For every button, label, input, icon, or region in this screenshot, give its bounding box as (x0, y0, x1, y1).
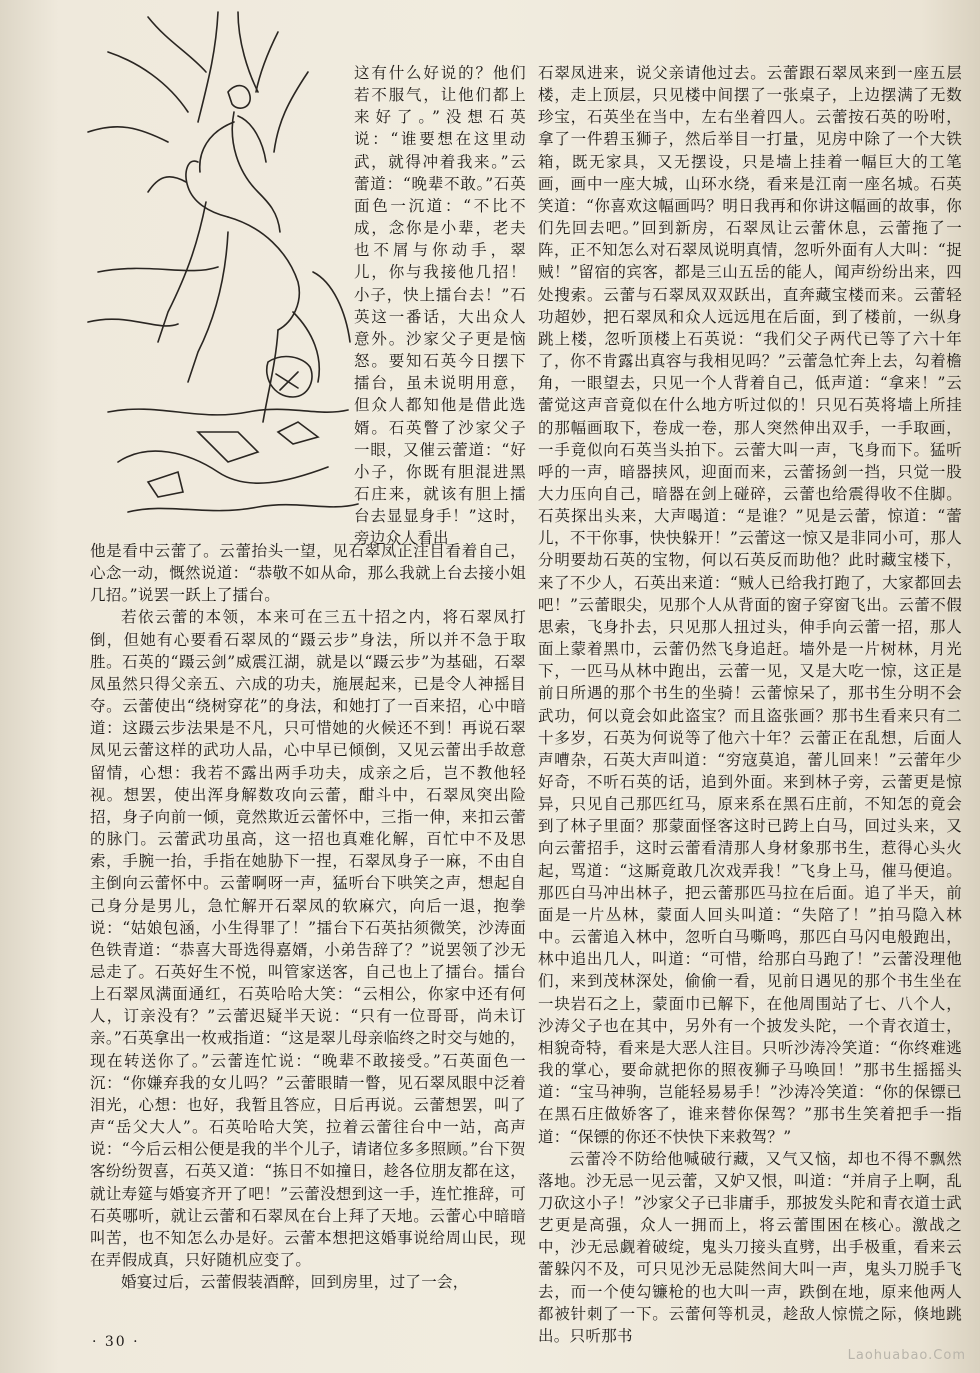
watermark: Laohuabao.Com (847, 1348, 966, 1363)
paragraph: 他是看中云蕾了。云蕾抬头一望，见石翠凤正注目看着自己，心念一动，慨然说道：“恭敬不如从命，那么我就上台去接小姐几招。”说罢一跃上了擂台。 (90, 542, 526, 605)
text-column-middle (354, 62, 526, 548)
illustration-rider-on-horse (88, 12, 360, 532)
paragraph: 云蕾冷不防给他喊破行藏，又气又恼，却也不得不飘然落地。沙无忌一见云蕾，又妒又恨，叫道：“并肩子上啊，乱刀砍这小子！”沙家父子已非庸手，那披发头陀和青衣道士武艺更是高强，众人一拥而上，将云蕾围困在核心。激战之中，沙无忌觑着破绽，鬼头刀接头直劈，出手极重，看来云蕾躲闪不及，可只见沙无忌陡然间大叫一声，鬼头刀脱手飞去，而一个使勾镰枪的也大叫一声，跌倒在地，原来他两人都被针刺了一下。云蕾何等机灵，趁敌人惊慌之际，倏地跳出。只听那书 (538, 1149, 962, 1345)
text-column-left (90, 540, 526, 1322)
text-column-right (538, 62, 962, 1345)
paragraph: 婚宴过后，云蕾假装酒醉，回到房里，过了一会， (121, 1273, 469, 1292)
paragraph: 若依云蕾的本领，本来可在三五十招之内，将石翠凤打倒，但她有心要看石翠凤的“蹑云步”身法，所以并不急于取胜。石英的“蹑云剑”威震江湖，就是以“蹑云步”为基础，石翠凤虽然只得父亲五、六成的功夫，施展起来，已是令人神摇目夺。云蕾使出“绕树穿花”的身法，和她打了一百来招，心中暗道：这蹑云步法果是不凡，只可惜她的火候还不到！再说石翠凤见云蕾这样的武功人品，心中早已倾倒，又见云蕾出手故意留情，心想：我若不露出两手功夫，成亲之后，岂不教他轻视。想罢，使出浑身解数攻向云蕾，酣斗中，石翠凤突出险招，身子向前一倾，竟然欺近云蕾怀中，三指一伸，来扣云蕾的脉门。云蕾武功虽高，这一招也真难化解，百忙中不及思索，手腕一抬，手指在她胁下一捏，石翠凤身子一麻，不由自主倒向云蕾怀中。云蕾啊呀一声，猛听台下哄笑之声，想起自己身分是男儿，急忙解开石翠凤的软麻穴，向后一退，抱拳说：“姑娘包涵，小生得罪了！”擂台下石英拈须微笑，沙涛面色铁青道：“恭喜大哥选得嘉婿，小弟告辞了？”说罢领了沙无忌走了。石英好生不悦，叫管家送客，自己也上了擂台。擂台上石翠凤满面通红，石英哈哈大笑：“云相公，你家中还有何人，订亲没有？”云蕾迟疑半天说：“只有一位哥哥，尚未订亲。”石英拿出一枚戒指道：“这是翠儿母亲临终之时交与她的，现在转送你了。”云蕾连忙说：“晚辈不敢接受。”石英面色一沉：“你嫌弃我的女儿吗？”云蕾眼睛一瞥，见石翠凤眼中泛着泪光，心想：也好，我暂且答应，日后再说。云蕾想罢，叫了声“岳父大人”。石英哈哈大笑，拉着云蕾往台中一站，高声说：“今后云相公便是我的半个儿子，请诸位多多照顾。”台下贺客纷纷贺喜，石英又道：“拣日不如撞日，趁各位朋友都在这，就让寿筵与婚宴齐开了吧！”云蕾没想到这一手，连忙推辞，可石英哪听，就让云蕾和石翠凤在台上拜了天地。云蕾心中暗暗叫苦，也不知怎么办是好。云蕾本想把这婚事说给周山民，现在弄假成真，只好随机应变了。 (90, 608, 526, 1269)
paragraph: 石翠凤进来，说父亲请他过去。云蕾跟石翠凤来到一座五层楼，走上顶层，只见楼中间摆了一张桌子，上边摆满了无数珍宝，石英坐在当中，左右坐着四人。云蕾按石英的吩咐，拿了一件碧玉狮子，然后举目一打量，见房中除了一个大铁箱，既无家具，又无摆设，只是墙上挂着一幅巨大的工笔画，画中一座大城，山环水绕，看来是江南一座名城。石英笑道：“你喜欢这幅画吗？明日我再和你讲这幅画的故事，你们先回去吧。”回到新房，石翠凤让云蕾休息，云蕾拖了一阵，正不知怎么对石翠凤说明真情，忽听外面有人大叫：“捉贼！”留宿的宾客，都是三山五岳的能人，闻声纷纷出来，四处搜索。云蕾与石翠凤双双跃出，直奔藏宝楼而来。云蕾轻功超妙，把石翠凤和众人远远甩在后面，到了楼前，一纵身跳上楼，忽听顶楼上石英说：“我们父子两代已等了六十年了，你不肯露出真容与我相见吗？”云蕾急忙奔上去，勾着檐角，一眼望去，只见一个人背着自己，低声道：“拿来！”云蕾觉这声音竟似在什么地方听过似的！只见石英将墙上所挂的那幅画取下，卷成一卷，那人突然伸出双手，一手取画，一手竟似向石英当头拍下。云蕾大叫一声，飞身而下。猛听呼的一声，暗器挟风，迎面而来，云蕾扬剑一挡，只觉一股大力压向自己，暗器在剑上碰碎，云蕾也给震得收不住脚。石英探出头来，大声喝道：“是谁？”见是云蕾，惊道：“蕾儿，不干你事，快快躲开！”云蕾这一惊又是非同小可，那人分明要劫石英的宝物，何以石英反而助他？此时藏宝楼下，来了不少人，石英出来道：“贼人已给我打跑了，大家都回去吧！”云蕾眼尖，见那个人从背面的窗子穿窗飞出。云蕾不假思索，飞身扑去，只见那人扭过头，伸手向云蕾一招，那人面上蒙着黑巾，云蕾仍然飞身追赶。墙外是一片树林，月光下，一匹马从林中跑出，云蕾一见，又是大吃一惊，这正是前日所遇的那个书生的坐骑！云蕾惊呆了，那书生分明不会武功，何以竟会如此盗宝？而且盗张画？那书生看来只有二十多岁，石英为何说等了他六十年？云蕾正在乱想，后面人声嘈杂，石英大声叫道：“穷寇莫追，蕾儿回来！”云蕾年少好奇，不听石英的话，追到外面。来到林子旁，云蕾更是惊异，只见自己那匹红马，原来系在黑石庄前，不知怎的竟会到了林子里面？那蒙面怪客这时已跨上白马，回过头来，又向云蕾招手，这时云蕾看清那人身材象那书生，惹得心头火起，骂道：“这厮竟敢几次戏弄我！”飞身上马，催马便追。那匹白马冲出林子，把云蕾那匹马拉在后面。追了半天，前面是一片丛林，蒙面人回头叫道：“失陪了！”拍马隐入林中。云蕾追入林中，忽听白马嘶鸣，那匹白马闪电般跑出，林中追出几人，叫道：“可惜，给那白马跑了！”云蕾没理他们，来到茂林深处，偷偷一看，见前日遇见的那个书生坐在一块岩石之上，蒙面巾已解下，在他周围站了七、八个人，沙涛父子也在其中，另外有一个披发头陀，一个青衣道士，相貌奇特，看来是大恶人注目。只听沙涛冷笑道：“你终难逃我的掌心，要命就把你的照夜狮子马唤回！”那书生摇摇头道：“宝马神驹，岂能轻易易手！”沙涛冷笑道：“你的保镖已在黑石庄做娇客了，谁来替你保驾？”那书生笑着把手一指道：“保镖的你还不快快下来救驾？” (538, 64, 962, 1146)
page-number: · 30 · (92, 1334, 140, 1350)
paragraph: 这有什么好说的？他们若不服气，让他们都上来好了。”没想石英说：“谁要想在这里动武，就得冲着我来。”云蕾道：“晚辈不敢。”石英面色一沉道：“不比不成，念你是小辈，老夫也不屑与你动手，翠儿，你与我接他几招！小子，快上擂台去！”石英这一番话，大出众人意外。沙家父子更是恼怒。要知石英今日摆下擂台，虽未说明用意，但众人都知他是借此选婿。石英瞥了沙家父子一眼，又催云蕾道：“好小子，你既有胆混进黑石庄来，就该有胆上擂台去显显身手！”这时，旁边众人看出 (354, 64, 526, 548)
